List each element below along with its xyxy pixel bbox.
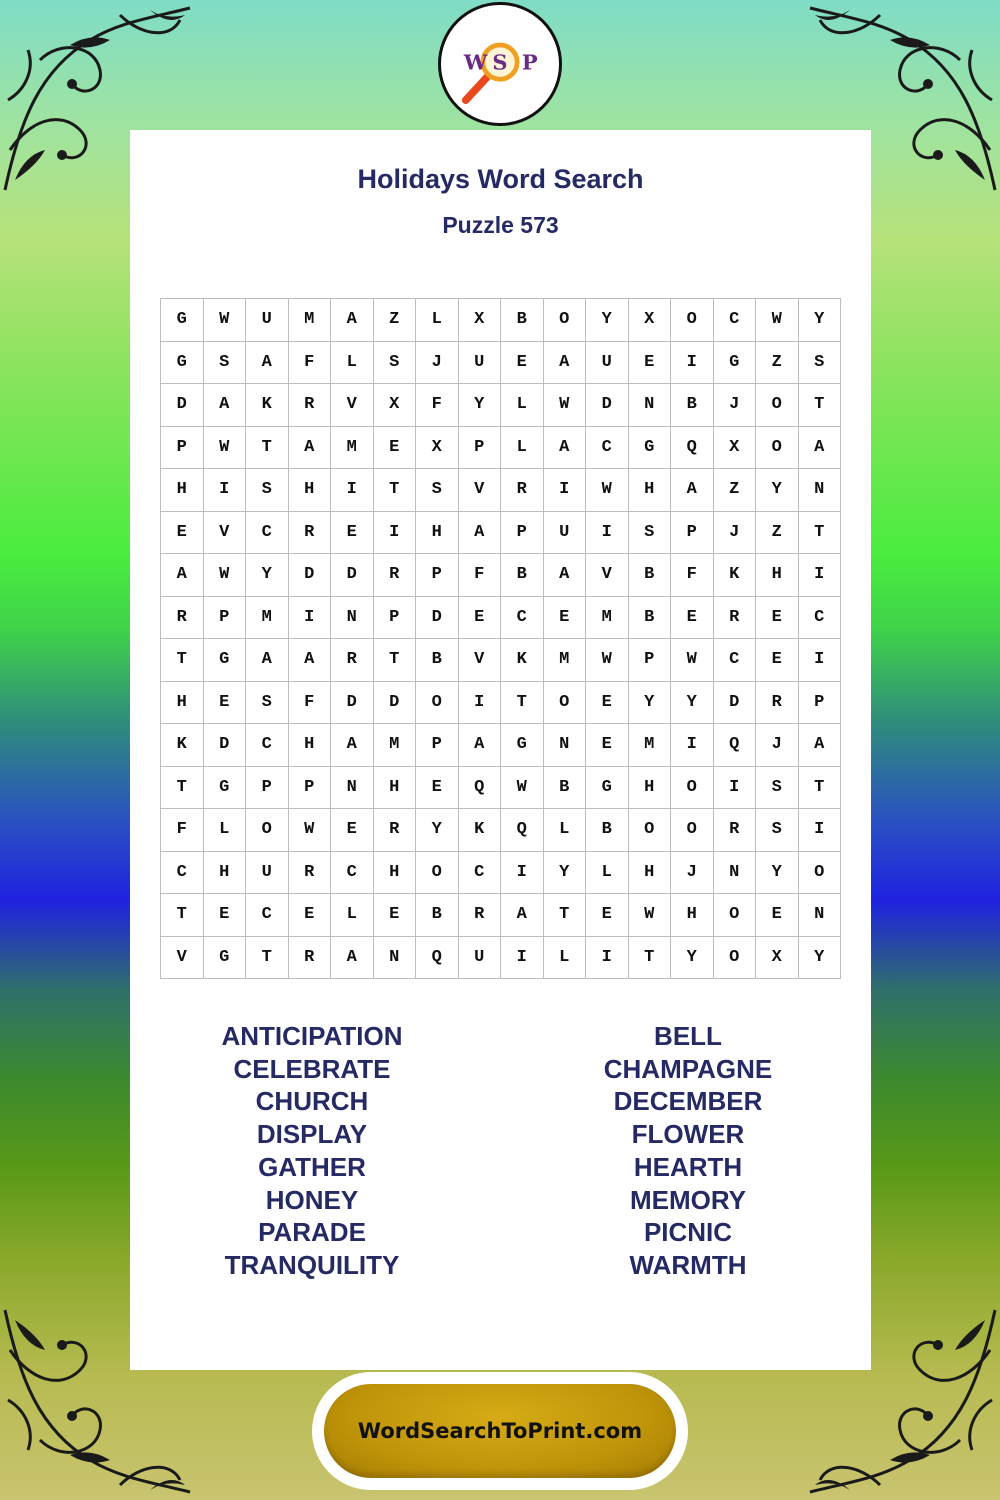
grid-cell[interactable]: X <box>756 937 799 980</box>
grid-cell[interactable]: T <box>246 427 289 470</box>
footer-button[interactable] <box>324 1384 676 1478</box>
grid-cell[interactable]: F <box>161 809 204 852</box>
grid-cell[interactable]: X <box>374 384 417 427</box>
grid-cell[interactable]: E <box>204 682 247 725</box>
grid-cell[interactable]: X <box>459 299 502 342</box>
grid-cell[interactable]: W <box>204 427 247 470</box>
grid-cell[interactable]: J <box>416 342 459 385</box>
grid-cell[interactable]: V <box>586 554 629 597</box>
grid-cell[interactable]: A <box>204 384 247 427</box>
grid-cell[interactable]: R <box>714 597 757 640</box>
grid-cell[interactable]: C <box>501 597 544 640</box>
word-list-item: CELEBRATE <box>233 1053 391 1084</box>
grid-cell[interactable]: Y <box>799 299 842 342</box>
logo-letter-w: W <box>463 49 488 75</box>
grid-cell[interactable]: S <box>246 682 289 725</box>
grid-cell[interactable]: K <box>246 384 289 427</box>
grid-cell[interactable]: I <box>799 639 842 682</box>
grid-cell[interactable]: Z <box>756 342 799 385</box>
grid-cell[interactable]: L <box>586 852 629 895</box>
grid-cell[interactable]: M <box>374 724 417 767</box>
grid-cell[interactable]: H <box>756 554 799 597</box>
grid-cell[interactable]: L <box>544 937 587 980</box>
grid-cell[interactable]: F <box>416 384 459 427</box>
grid-cell[interactable]: I <box>374 512 417 555</box>
grid-cell[interactable]: S <box>246 469 289 512</box>
grid-cell[interactable]: T <box>544 894 587 937</box>
word-list-item: ANTICIPATION <box>221 1021 403 1051</box>
grid-cell[interactable]: N <box>629 384 672 427</box>
word-list-item: FLOWER <box>631 1119 745 1150</box>
grid-cell[interactable]: A <box>501 894 544 937</box>
grid-cell[interactable]: W <box>629 894 672 937</box>
grid-cell[interactable]: H <box>629 767 672 810</box>
grid-cell[interactable]: T <box>501 682 544 725</box>
grid-cell[interactable]: A <box>331 724 374 767</box>
grid-cell[interactable]: A <box>459 512 502 555</box>
grid-cell[interactable]: A <box>331 937 374 980</box>
grid-cell[interactable]: X <box>416 427 459 470</box>
grid-cell[interactable]: Z <box>374 299 417 342</box>
grid-cell[interactable]: Y <box>246 554 289 597</box>
grid-cell[interactable]: S <box>204 342 247 385</box>
grid-cell[interactable]: M <box>629 724 672 767</box>
grid-cell[interactable]: N <box>799 469 842 512</box>
grid-cell[interactable]: G <box>586 767 629 810</box>
grid-cell[interactable]: B <box>629 554 672 597</box>
grid-cell[interactable]: Q <box>714 724 757 767</box>
grid-cell[interactable]: O <box>756 384 799 427</box>
grid-cell[interactable]: Y <box>629 682 672 725</box>
grid-cell[interactable]: Y <box>756 469 799 512</box>
word-list-item: GATHER <box>258 1151 366 1182</box>
grid-cell[interactable]: A <box>246 342 289 385</box>
grid-cell[interactable]: Y <box>756 852 799 895</box>
grid-cell[interactable]: I <box>799 809 842 852</box>
grid-cell[interactable]: B <box>586 809 629 852</box>
grid-cell[interactable]: Y <box>459 384 502 427</box>
grid-cell[interactable]: B <box>416 894 459 937</box>
grid-cell[interactable]: E <box>756 597 799 640</box>
grid-cell[interactable]: O <box>544 682 587 725</box>
grid-cell[interactable]: O <box>416 682 459 725</box>
grid-cell[interactable]: U <box>586 342 629 385</box>
grid-cell[interactable]: O <box>756 427 799 470</box>
grid-cell[interactable]: R <box>289 384 332 427</box>
grid-cell[interactable]: G <box>501 724 544 767</box>
grid-cell[interactable]: O <box>246 809 289 852</box>
letter-grid <box>160 298 841 979</box>
page-title: Holidays Word Search <box>357 164 644 194</box>
grid-cell[interactable]: X <box>629 299 672 342</box>
word-list-item: WARMTH <box>629 1249 747 1280</box>
grid-cell[interactable]: Q <box>671 427 714 470</box>
grid-cell[interactable]: A <box>544 554 587 597</box>
grid-cell[interactable]: U <box>246 299 289 342</box>
grid-cell[interactable]: B <box>501 299 544 342</box>
grid-cell[interactable]: E <box>416 767 459 810</box>
grid-cell[interactable]: C <box>246 512 289 555</box>
grid-cell[interactable]: W <box>204 554 247 597</box>
grid-cell[interactable]: A <box>799 427 842 470</box>
word-list-left <box>162 1020 462 1282</box>
grid-cell[interactable]: F <box>289 682 332 725</box>
grid-cell[interactable]: B <box>416 639 459 682</box>
grid-cell[interactable]: E <box>331 512 374 555</box>
footer-site-link[interactable]: WordSearchToPrint.com <box>357 1419 643 1443</box>
grid-cell[interactable]: E <box>756 894 799 937</box>
grid-cell[interactable]: H <box>204 852 247 895</box>
grid-cell[interactable]: E <box>671 597 714 640</box>
grid-cell[interactable]: P <box>799 682 842 725</box>
grid-cell[interactable]: P <box>459 427 502 470</box>
grid-cell[interactable]: L <box>331 894 374 937</box>
word-list-item: CHURCH <box>255 1086 369 1117</box>
grid-cell[interactable]: N <box>374 937 417 980</box>
grid-cell[interactable]: R <box>161 597 204 640</box>
grid-cell[interactable]: C <box>799 597 842 640</box>
grid-cell[interactable]: I <box>331 469 374 512</box>
grid-cell[interactable]: O <box>544 299 587 342</box>
grid-cell[interactable]: E <box>374 427 417 470</box>
grid-cell[interactable]: R <box>756 682 799 725</box>
word-list-item: BELL <box>654 1021 722 1051</box>
grid-cell[interactable]: Y <box>671 937 714 980</box>
grid-cell[interactable]: G <box>204 937 247 980</box>
grid-cell[interactable]: I <box>544 469 587 512</box>
grid-cell[interactable]: E <box>331 809 374 852</box>
grid-cell[interactable]: K <box>161 724 204 767</box>
grid-cell[interactable]: E <box>161 512 204 555</box>
grid-cell[interactable]: T <box>799 512 842 555</box>
grid-cell[interactable]: E <box>756 639 799 682</box>
grid-cell[interactable]: W <box>501 767 544 810</box>
grid-cell[interactable]: P <box>246 767 289 810</box>
grid-cell[interactable]: C <box>246 724 289 767</box>
grid-cell[interactable]: W <box>586 469 629 512</box>
grid-cell[interactable]: P <box>671 512 714 555</box>
grid-cell[interactable]: G <box>714 342 757 385</box>
grid-cell[interactable]: O <box>671 299 714 342</box>
grid-cell[interactable]: L <box>331 342 374 385</box>
grid-cell[interactable]: P <box>289 767 332 810</box>
grid-cell[interactable]: W <box>544 384 587 427</box>
grid-cell[interactable]: V <box>161 937 204 980</box>
grid-cell[interactable]: E <box>501 342 544 385</box>
grid-cell[interactable]: A <box>161 554 204 597</box>
grid-cell[interactable]: F <box>459 554 502 597</box>
grid-cell[interactable]: I <box>289 597 332 640</box>
grid-cell[interactable]: W <box>756 299 799 342</box>
grid-cell[interactable]: L <box>501 427 544 470</box>
grid-cell[interactable]: H <box>629 469 672 512</box>
grid-cell[interactable]: D <box>204 724 247 767</box>
grid-cell[interactable]: U <box>459 342 502 385</box>
grid-cell[interactable]: I <box>459 682 502 725</box>
grid-cell[interactable]: R <box>714 809 757 852</box>
grid-cell[interactable]: B <box>501 554 544 597</box>
grid-cell[interactable]: B <box>544 767 587 810</box>
footer-banner[interactable] <box>312 1372 688 1490</box>
grid-cell[interactable]: E <box>374 894 417 937</box>
grid-cell[interactable]: N <box>331 767 374 810</box>
grid-cell[interactable]: E <box>204 894 247 937</box>
grid-cell[interactable]: R <box>331 639 374 682</box>
grid-cell[interactable]: S <box>374 342 417 385</box>
grid-cell[interactable]: N <box>331 597 374 640</box>
grid-cell[interactable]: H <box>289 724 332 767</box>
grid-cell[interactable]: H <box>671 894 714 937</box>
grid-cell[interactable]: G <box>204 767 247 810</box>
grid-cell[interactable]: I <box>586 937 629 980</box>
grid-cell[interactable]: A <box>331 299 374 342</box>
grid-cell[interactable]: Q <box>459 767 502 810</box>
grid-cell[interactable]: H <box>161 469 204 512</box>
grid-cell[interactable]: I <box>714 767 757 810</box>
grid-cell[interactable]: F <box>671 554 714 597</box>
grid-cell[interactable]: J <box>714 384 757 427</box>
grid-cell[interactable]: L <box>544 809 587 852</box>
grid-cell[interactable]: O <box>629 809 672 852</box>
grid-cell[interactable]: I <box>204 469 247 512</box>
word-list-item: CHAMPAGNE <box>603 1053 773 1084</box>
grid-cell[interactable]: H <box>161 682 204 725</box>
grid-cell[interactable]: D <box>416 597 459 640</box>
grid-cell[interactable]: Y <box>671 682 714 725</box>
grid-cell[interactable]: I <box>501 937 544 980</box>
puzzle-card <box>130 130 871 1370</box>
grid-cell[interactable]: M <box>544 639 587 682</box>
grid-cell[interactable]: E <box>586 682 629 725</box>
grid-cell[interactable]: D <box>331 554 374 597</box>
grid-cell[interactable]: D <box>374 682 417 725</box>
grid-cell[interactable]: Z <box>714 469 757 512</box>
grid-cell[interactable]: H <box>289 469 332 512</box>
grid-cell[interactable]: P <box>501 512 544 555</box>
grid-cell[interactable]: O <box>416 852 459 895</box>
grid-cell[interactable]: J <box>671 852 714 895</box>
grid-cell[interactable]: T <box>246 937 289 980</box>
grid-cell[interactable]: V <box>459 469 502 512</box>
wsp-logo[interactable] <box>438 2 562 126</box>
grid-cell[interactable]: L <box>204 809 247 852</box>
grid-cell[interactable]: G <box>629 427 672 470</box>
word-list-item: HEARTH <box>633 1151 743 1182</box>
grid-cell[interactable]: D <box>714 682 757 725</box>
logo-letter-s: S <box>492 49 508 75</box>
grid-cell[interactable]: A <box>246 639 289 682</box>
grid-cell[interactable]: V <box>204 512 247 555</box>
grid-cell[interactable]: D <box>289 554 332 597</box>
grid-cell[interactable]: E <box>586 724 629 767</box>
puzzle-number: Puzzle 573 <box>442 212 559 238</box>
grid-cell[interactable]: M <box>289 299 332 342</box>
grid-cell[interactable]: I <box>501 852 544 895</box>
grid-cell[interactable]: S <box>799 342 842 385</box>
grid-cell[interactable]: Y <box>799 937 842 980</box>
grid-cell[interactable]: Y <box>544 852 587 895</box>
grid-cell[interactable]: Q <box>416 937 459 980</box>
grid-cell[interactable]: Q <box>501 809 544 852</box>
grid-cell[interactable]: E <box>459 597 502 640</box>
grid-cell[interactable]: A <box>289 639 332 682</box>
grid-cell[interactable]: S <box>756 809 799 852</box>
word-list-right <box>538 1020 838 1282</box>
grid-cell[interactable]: G <box>161 299 204 342</box>
logo-letter-p: P <box>521 49 538 75</box>
grid-cell[interactable]: T <box>629 937 672 980</box>
grid-cell[interactable]: S <box>756 767 799 810</box>
grid-cell[interactable]: H <box>629 852 672 895</box>
grid-cell[interactable]: K <box>501 639 544 682</box>
word-list-item: DECEMBER <box>613 1086 763 1117</box>
grid-cell[interactable]: E <box>586 894 629 937</box>
grid-cell[interactable]: T <box>799 384 842 427</box>
grid-cell[interactable]: H <box>374 767 417 810</box>
grid-cell[interactable]: B <box>671 384 714 427</box>
grid-cell[interactable]: T <box>161 894 204 937</box>
grid-cell[interactable]: L <box>501 384 544 427</box>
grid-cell[interactable]: O <box>799 852 842 895</box>
grid-cell[interactable]: N <box>799 894 842 937</box>
grid-cell[interactable]: H <box>416 512 459 555</box>
grid-cell[interactable]: G <box>161 342 204 385</box>
word-list-item: PARADE <box>258 1217 366 1248</box>
grid-cell[interactable]: K <box>714 554 757 597</box>
grid-cell[interactable]: D <box>586 384 629 427</box>
grid-cell[interactable]: V <box>331 384 374 427</box>
grid-cell[interactable]: D <box>161 384 204 427</box>
grid-cell[interactable]: P <box>374 597 417 640</box>
grid-cell[interactable]: R <box>459 894 502 937</box>
word-list-item: TRANQUILITY <box>224 1249 400 1280</box>
grid-cell[interactable]: I <box>671 724 714 767</box>
grid-cell[interactable]: R <box>289 937 332 980</box>
grid-cell[interactable]: U <box>459 937 502 980</box>
grid-cell[interactable]: R <box>289 512 332 555</box>
grid-cell[interactable]: Z <box>756 512 799 555</box>
grid-cell[interactable]: T <box>374 469 417 512</box>
grid-cell[interactable]: S <box>629 512 672 555</box>
grid-cell[interactable]: W <box>289 809 332 852</box>
grid-cell[interactable]: U <box>544 512 587 555</box>
grid-cell[interactable]: R <box>374 809 417 852</box>
word-list-item: HONEY <box>265 1184 359 1215</box>
grid-cell[interactable]: R <box>501 469 544 512</box>
word-list-item: DISPLAY <box>256 1119 368 1150</box>
grid-cell[interactable]: M <box>246 597 289 640</box>
grid-cell[interactable]: M <box>586 597 629 640</box>
grid-cell[interactable]: A <box>459 724 502 767</box>
grid-cell[interactable]: C <box>246 894 289 937</box>
grid-cell[interactable]: T <box>799 767 842 810</box>
grid-cell[interactable]: T <box>161 767 204 810</box>
grid-cell[interactable]: C <box>586 427 629 470</box>
grid-cell[interactable]: N <box>714 852 757 895</box>
grid-cell[interactable]: N <box>544 724 587 767</box>
grid-cell[interactable]: E <box>544 597 587 640</box>
grid-cell[interactable]: I <box>671 342 714 385</box>
grid-cell[interactable]: A <box>671 469 714 512</box>
grid-cell[interactable]: J <box>756 724 799 767</box>
grid-cell[interactable]: A <box>544 427 587 470</box>
grid-cell[interactable]: L <box>416 299 459 342</box>
grid-cell[interactable]: I <box>799 554 842 597</box>
grid-cell[interactable]: U <box>246 852 289 895</box>
grid-cell[interactable]: E <box>289 894 332 937</box>
grid-cell[interactable]: T <box>161 639 204 682</box>
grid-cell[interactable]: P <box>416 554 459 597</box>
grid-cell[interactable]: P <box>161 427 204 470</box>
grid-cell[interactable]: X <box>714 427 757 470</box>
grid-cell[interactable]: F <box>289 342 332 385</box>
grid-cell[interactable]: A <box>544 342 587 385</box>
grid-cell[interactable]: Y <box>586 299 629 342</box>
grid-cell[interactable]: W <box>671 639 714 682</box>
grid-cell[interactable]: O <box>671 767 714 810</box>
grid-cell[interactable]: B <box>629 597 672 640</box>
grid-cell[interactable]: W <box>204 299 247 342</box>
grid-cell[interactable]: S <box>416 469 459 512</box>
grid-cell[interactable]: O <box>714 937 757 980</box>
grid-cell[interactable]: W <box>586 639 629 682</box>
grid-cell[interactable]: C <box>161 852 204 895</box>
grid-cell[interactable]: O <box>671 809 714 852</box>
grid-cell[interactable]: H <box>374 852 417 895</box>
grid-cell[interactable]: C <box>331 852 374 895</box>
grid-cell[interactable]: M <box>331 427 374 470</box>
grid-cell[interactable]: V <box>459 639 502 682</box>
word-list-item: MEMORY <box>629 1184 747 1215</box>
grid-cell[interactable]: P <box>629 639 672 682</box>
grid-cell[interactable]: C <box>714 639 757 682</box>
grid-cell[interactable]: R <box>289 852 332 895</box>
grid-cell[interactable]: Y <box>416 809 459 852</box>
grid-cell[interactable]: T <box>374 639 417 682</box>
grid-cell[interactable]: C <box>459 852 502 895</box>
grid-cell[interactable]: P <box>416 724 459 767</box>
grid-cell[interactable]: P <box>204 597 247 640</box>
grid-cell[interactable]: E <box>629 342 672 385</box>
grid-cell[interactable]: C <box>714 299 757 342</box>
grid-cell[interactable]: A <box>289 427 332 470</box>
grid-cell[interactable]: J <box>714 512 757 555</box>
grid-cell[interactable]: G <box>204 639 247 682</box>
grid-cell[interactable]: A <box>799 724 842 767</box>
grid-cell[interactable]: K <box>459 809 502 852</box>
grid-cell[interactable]: D <box>331 682 374 725</box>
grid-cell[interactable]: O <box>714 894 757 937</box>
grid-cell[interactable]: I <box>586 512 629 555</box>
grid-cell[interactable]: R <box>374 554 417 597</box>
word-list-item: PICNIC <box>643 1217 733 1248</box>
